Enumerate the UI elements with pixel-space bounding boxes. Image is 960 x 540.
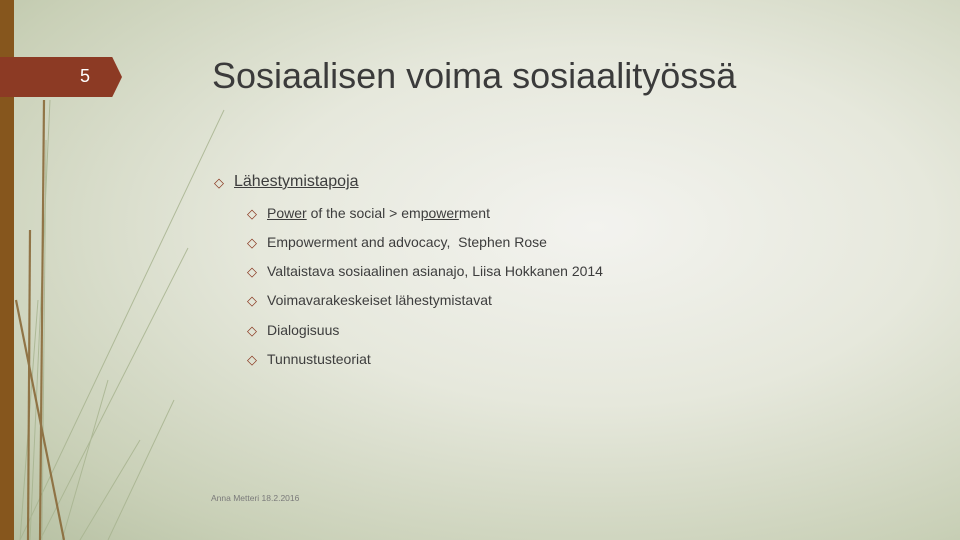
bullet-main [214,173,359,191]
sub-bullet [247,234,547,250]
diamond-outline-icon: ◇ [247,234,257,250]
sub-bullet [247,322,339,338]
diamond-outline-icon: ◇ [247,322,257,338]
sub-bullet-text: Empowerment and advocacy, Stephen Rose [267,234,547,250]
sub-bullet-text: Voimavarakeskeiset lähestymistavat [267,292,492,308]
sub-bullet-text: Dialogisuus [267,322,340,338]
sub-bullet [247,292,492,308]
diamond-outline-icon: ◇ [247,205,257,221]
diamond-outline-icon: ◇ [247,292,257,308]
diamond-outline-icon: ◇ [214,174,224,190]
diamond-outline-icon: ◇ [247,263,257,279]
diamond-outline-icon: ◇ [247,351,257,367]
slide-number-tab [0,57,122,97]
sub-bullet-text: Valtaistava sosiaalinen asianajo, Liisa Hokkanen 2014 [267,263,603,279]
slide-title: Sosiaalisen voima sosiaalityössä [212,55,737,96]
sub-bullet [247,351,371,367]
slide-number: 5 [80,66,91,86]
footer-text: Anna Metteri 18.2.2016 [211,493,300,503]
bullet-main-text: Lähestymistapoja [234,173,359,190]
sub-bullet-text: Tunnustusteoriat [267,351,371,367]
sub-bullet [247,263,603,279]
sub-bullet-text: Power of the social > empowerment [267,205,490,221]
sub-bullet [247,205,490,221]
